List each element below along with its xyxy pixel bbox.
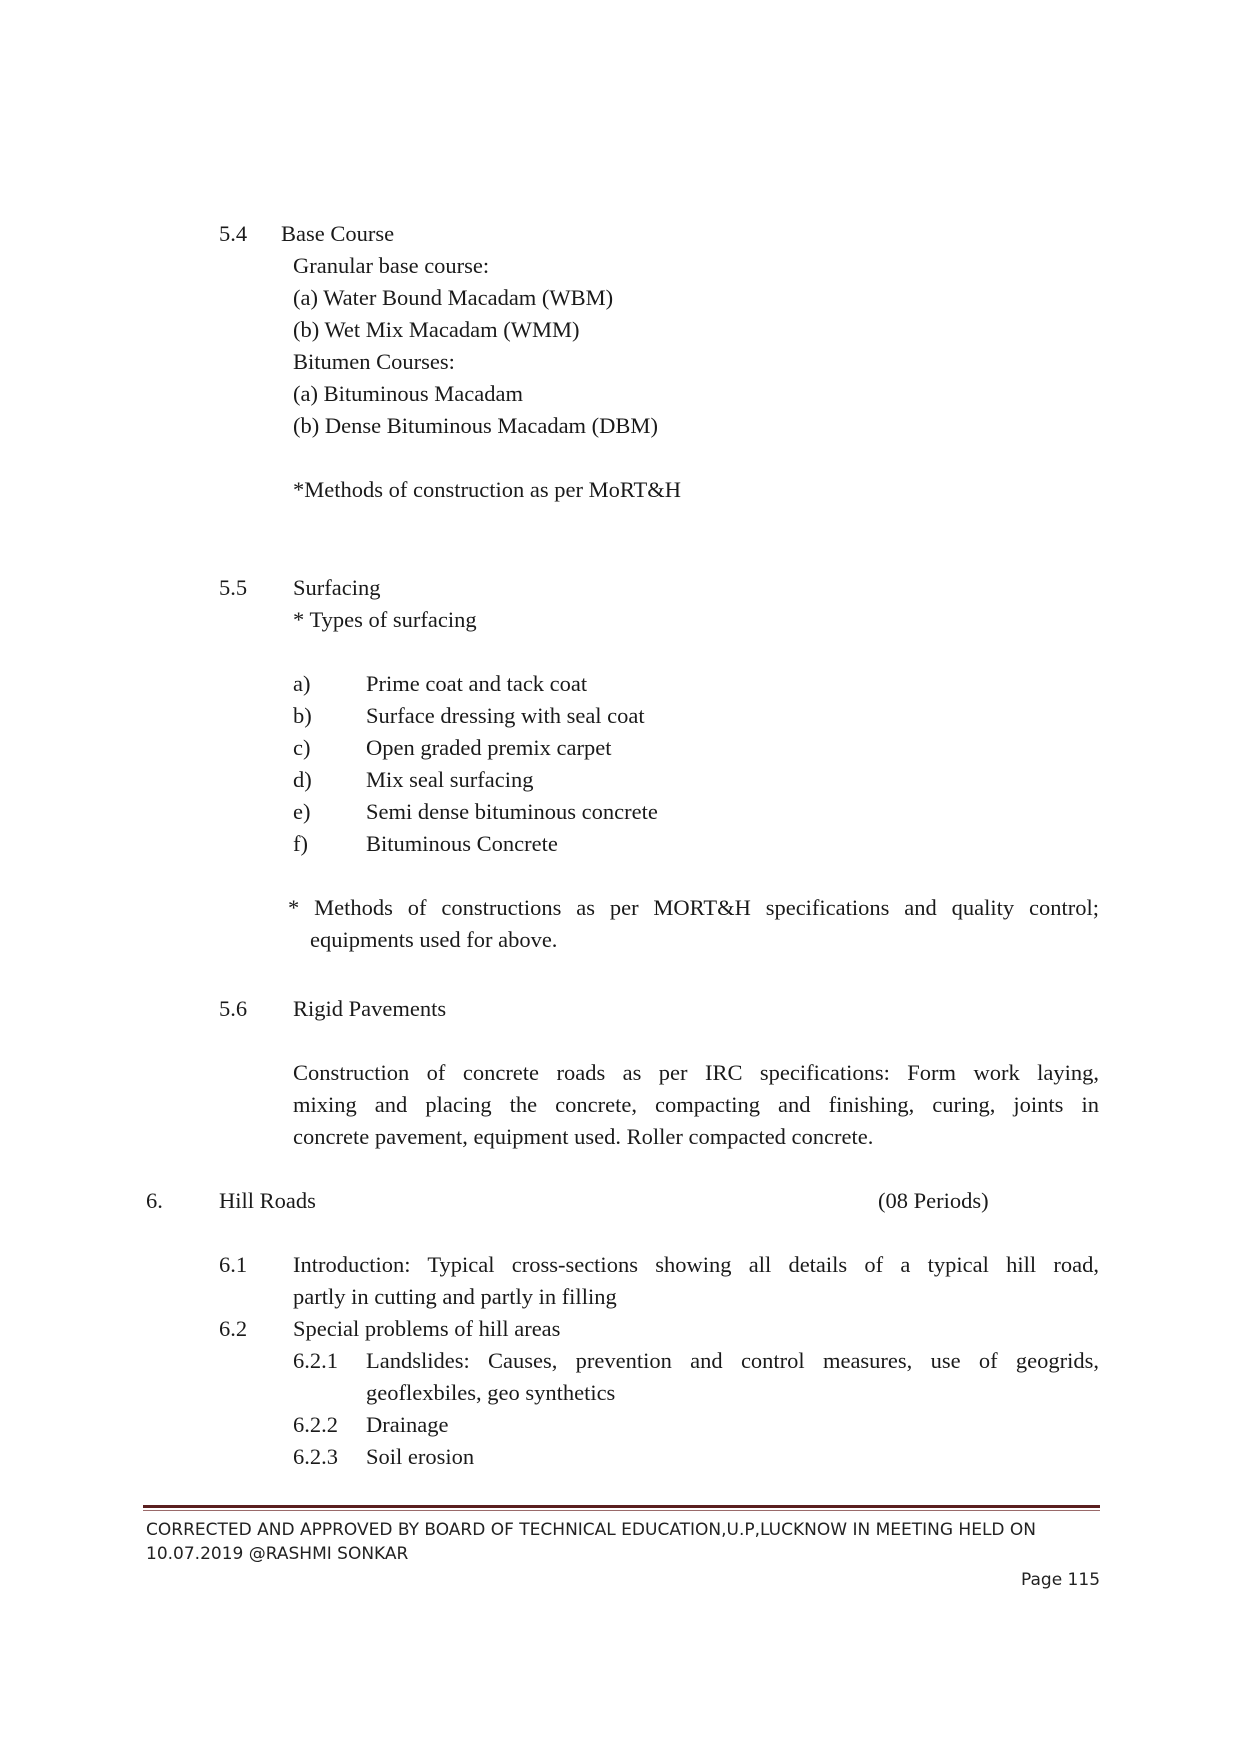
section-note: *Methods of construction as per MoRT&H (293, 477, 681, 502)
item-text: Semi dense bituminous concrete (366, 799, 658, 824)
subsection-title: Soil erosion (366, 1444, 475, 1469)
list-item: (b) Wet Mix Macadam (WMM) (293, 317, 580, 342)
paragraph-line: Landslides: Causes, prevention and control measures, use of geogrids, (366, 1348, 1099, 1373)
section-title: Base Course (281, 221, 395, 246)
footer-text: 10.07.2019 @RASHMI SONKAR (146, 1544, 409, 1564)
section-number: 5.5 (219, 575, 248, 600)
item-label: a) (293, 671, 311, 696)
paragraph-line: geoflexbiles, geo synthetics (366, 1380, 616, 1405)
paragraph-line: partly in cutting and partly in filling (293, 1284, 617, 1309)
page-number: Page 115 (1021, 1570, 1101, 1590)
section-note: * Methods of constructions as per MORT&H specifications and quality control; (288, 895, 1099, 920)
item-text: Bituminous Concrete (366, 831, 558, 856)
subsection-number: 6.2.1 (293, 1348, 338, 1373)
subsection-number: 6.2.3 (293, 1444, 338, 1469)
paragraph-line: concrete pavement, equipment used. Roller compacted concrete. (293, 1124, 874, 1149)
item-label: c) (293, 735, 311, 760)
list-item: (b) Dense Bituminous Macadam (DBM) (293, 413, 658, 438)
list-item: Bitumen Courses: (293, 349, 455, 374)
footer-rule (143, 1505, 1100, 1508)
item-label: e) (293, 799, 311, 824)
subsection-title: Drainage (366, 1412, 449, 1437)
paragraph-line: Construction of concrete roads as per IRC specifications: Form work laying, (293, 1060, 1099, 1085)
section-number: 5.4 (219, 221, 248, 246)
list-item: (a) Bituminous Macadam (293, 381, 523, 406)
footer-text: CORRECTED AND APPROVED BY BOARD OF TECHNICAL EDUCATION,U.P,LUCKNOW IN MEETING HELD ON (146, 1520, 1037, 1540)
item-label: d) (293, 767, 312, 792)
periods-label: (08 Periods) (878, 1188, 989, 1213)
section-title: Surfacing (293, 575, 381, 600)
section-note-cont: equipments used for above. (310, 927, 558, 952)
item-label: f) (293, 831, 308, 856)
list-item: (a) Water Bound Macadam (WBM) (293, 285, 614, 310)
item-text: Surface dressing with seal coat (366, 703, 645, 728)
list-item: Granular base course: (293, 253, 490, 278)
section-title: Special problems of hill areas (293, 1316, 561, 1341)
item-text: Mix seal surfacing (366, 767, 534, 792)
item-text: Prime coat and tack coat (366, 671, 588, 696)
section-number: 6.2 (219, 1316, 248, 1341)
paragraph-line: mixing and placing the concrete, compacting and finishing, curing, joints in (293, 1092, 1099, 1117)
section-title: Rigid Pavements (293, 996, 447, 1021)
section-subtitle: * Types of surfacing (293, 607, 477, 632)
item-label: b) (293, 703, 312, 728)
section-number: 6.1 (219, 1252, 248, 1277)
item-text: Open graded premix carpet (366, 735, 612, 760)
footer-rule-thin (143, 1510, 1100, 1511)
paragraph-line: Introduction: Typical cross-sections showing all details of a typical hill road, (293, 1252, 1099, 1277)
section-number: 6. (146, 1188, 163, 1213)
subsection-number: 6.2.2 (293, 1412, 338, 1437)
section-title: Hill Roads (219, 1188, 316, 1213)
section-number: 5.6 (219, 996, 248, 1021)
